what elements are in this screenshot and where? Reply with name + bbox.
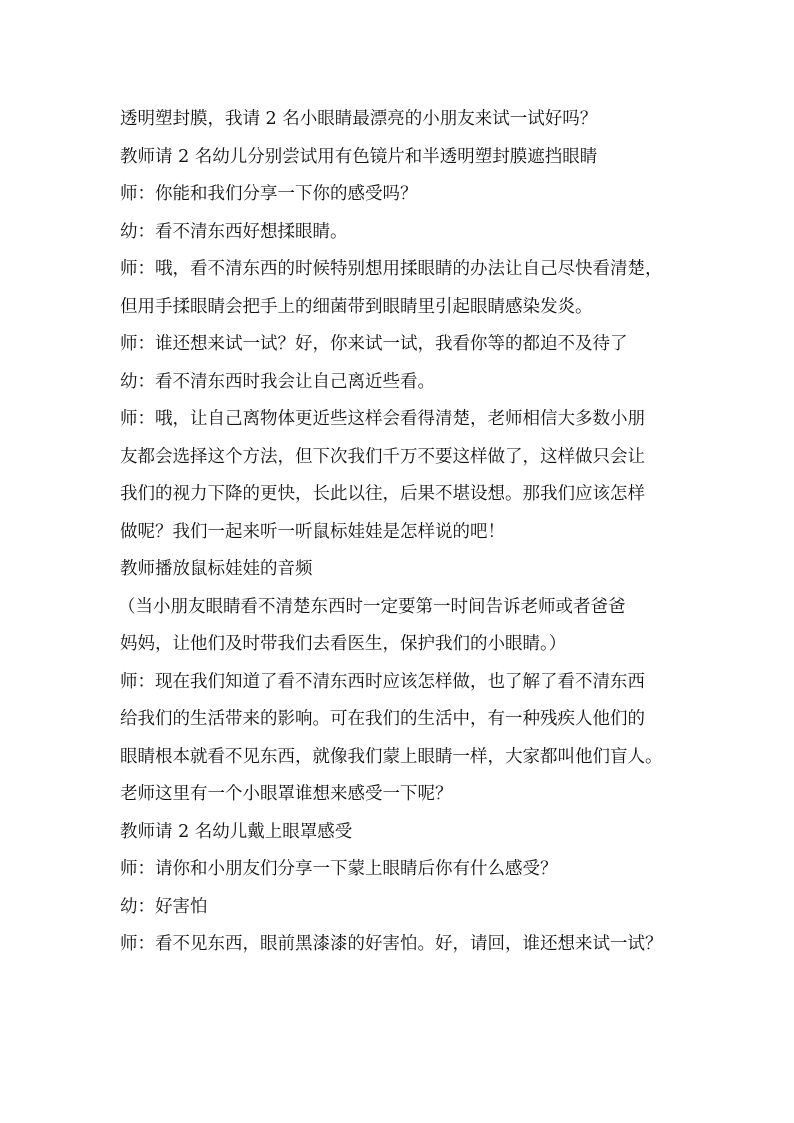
text-line: 教师请 2 名幼儿戴上眼罩感受 [120,821,353,842]
text-line: 师：哦，让自己离物体更近些这样会看得清楚，老师相信大多数小朋 [120,409,645,429]
text-line: 师：看不见东西，眼前黑漆漆的好害怕。好，请回，谁还想来试一试？ [120,934,663,954]
document-body [120,101,680,964]
text-line: （当小朋友眼睛看不清楚东西时一定要第一时间告诉老师或者爸爸 [118,596,626,617]
text-line: 幼：看不清东西时我会让自己离近些看。 [120,371,435,392]
text-line: 师：现在我们知道了看不清东西时应该怎样做，也了解了看不清东西 [120,671,645,692]
text-line: 幼：看不清东西好想揉眼睛。 [120,221,348,242]
text-line: 妈妈，让他们及时带我们去看医生，保护我们的小眼睛。） [120,634,567,654]
text-line: 给我们的生活带来的影响。可在我们的生活中，有一种残疾人他们的 [120,709,645,729]
text-line: 幼：好害怕 [120,896,208,917]
text-line: 我们的视力下降的更快，长此以往，后果不堪设想。那我们应该怎样 [120,484,645,504]
text-line: 透明塑封膜，我请 2 名小眼睛最漂亮的小朋友来试一试好吗？ [120,109,598,129]
text-line: 老师这里有一个小眼罩谁想来感受一下呢？ [120,784,453,804]
text-line: 师：请你和小朋友们分享一下蒙上眼睛后你有什么感受？ [120,859,558,879]
text-line: 友都会选择这个方法，但下次我们千万不要这样做了，这样做只会让 [120,446,645,467]
text-line: 教师播放鼠标娃娃的音频 [120,559,313,579]
text-line: 做呢？我们一起来听一听鼠标娃娃是怎样说的吧！ [120,521,505,542]
text-line: 但用手揉眼睛会把手上的细菌带到眼睛里引起眼睛感染发炎。 [120,296,593,317]
text-line: 师：哦，看不清东西的时候特别想用揉眼睛的办法让自己尽快看清楚， [120,259,663,279]
text-line: 师：谁还想来试一试？好，你来试一试，我看你等的都迫不及待了 [120,334,628,354]
text-line: 眼睛根本就看不见东西，就像我们蒙上眼睛一样，大家都叫他们盲人。 [120,746,663,767]
text-line: 教师请 2 名幼儿分别尝试用有色镜片和半透明塑封膜遮挡眼睛 [120,146,598,167]
text-line: 师：你能和我们分享一下你的感受吗？ [120,184,418,204]
